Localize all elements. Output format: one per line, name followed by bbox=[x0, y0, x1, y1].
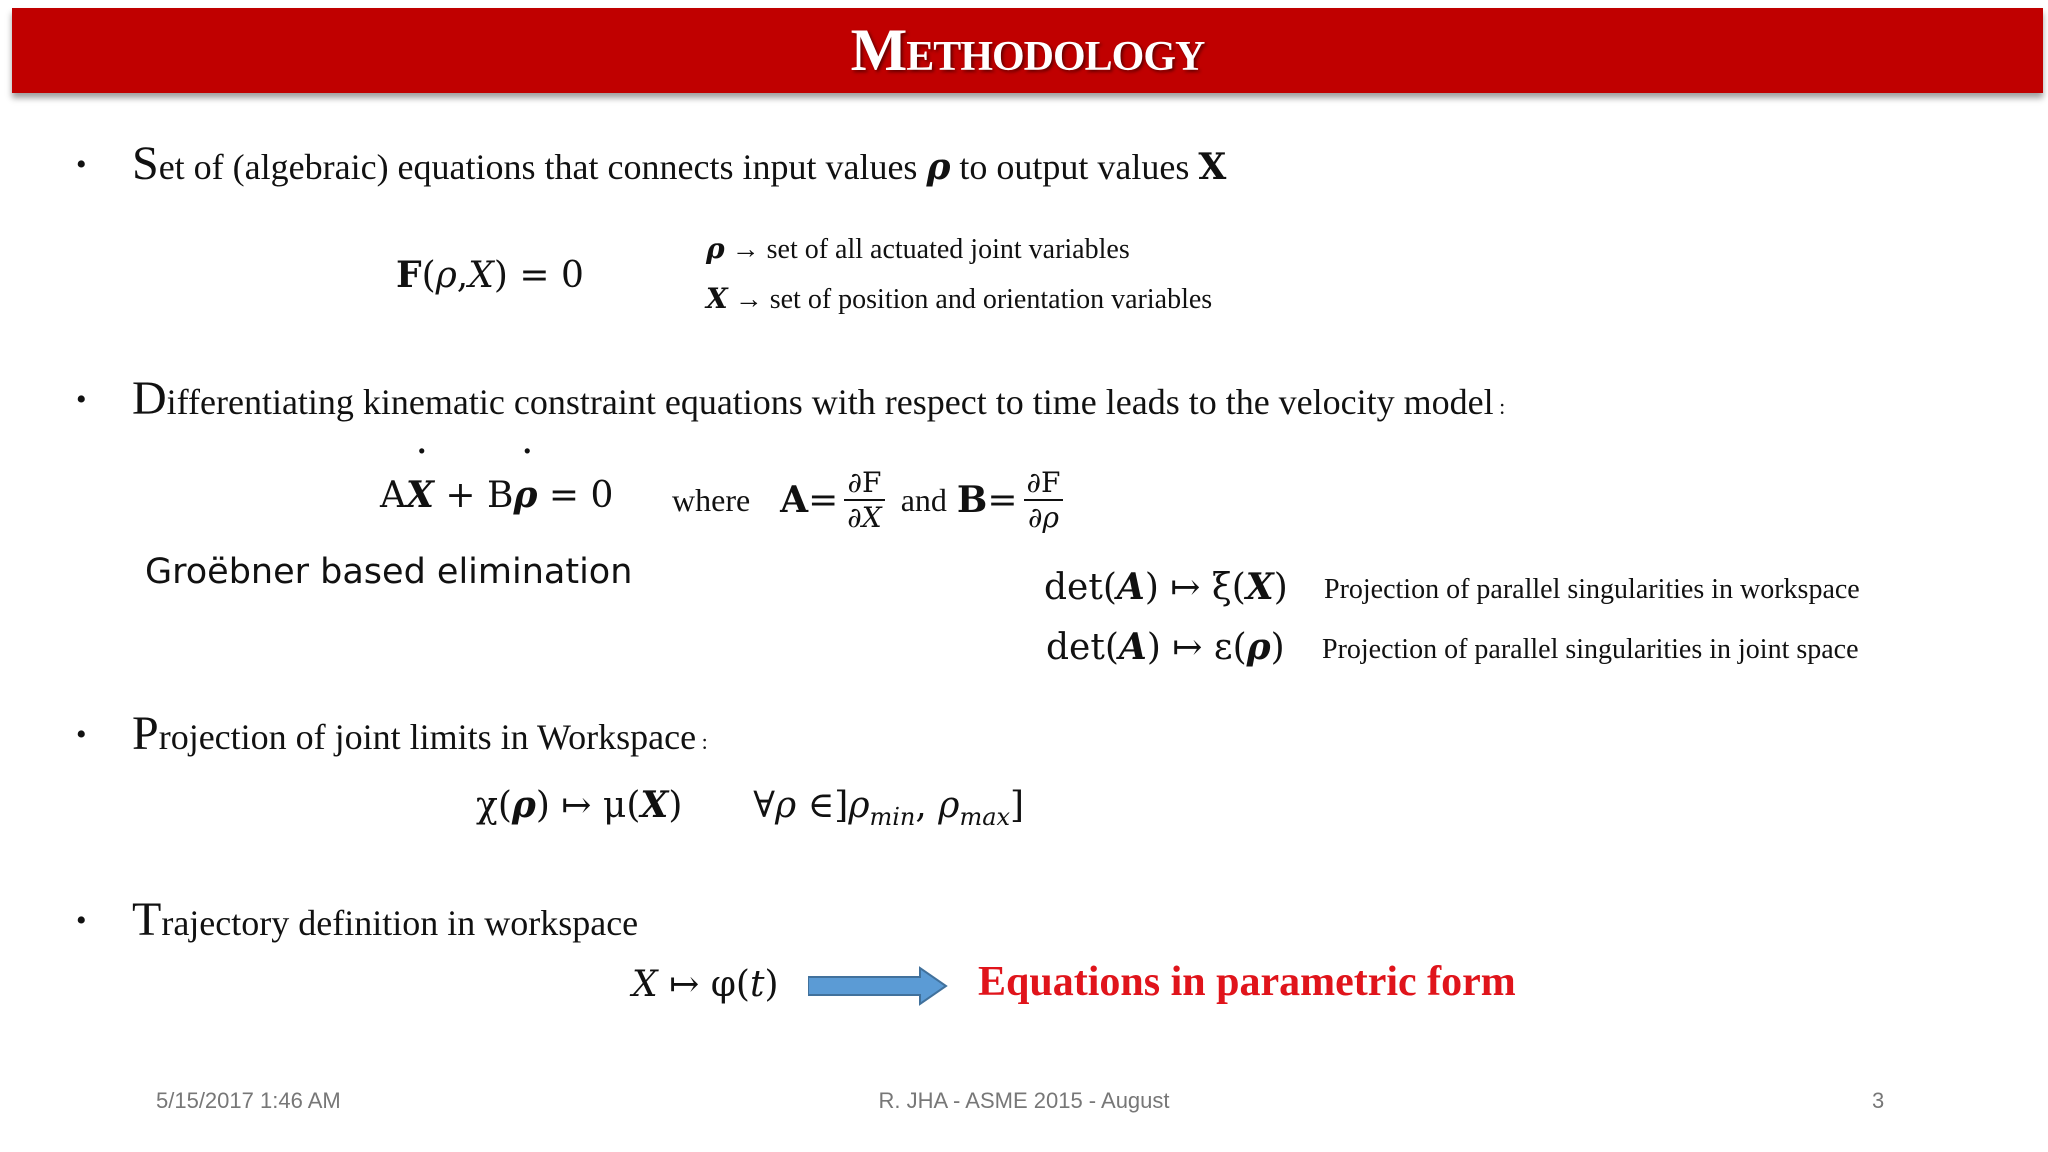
jl-rho2: ρ bbox=[775, 785, 797, 826]
projection-workspace-desc: Projection of parallel singularities in workspace bbox=[1324, 574, 1860, 605]
vel-B: B bbox=[487, 475, 514, 516]
jacobian-B: B bbox=[956, 479, 988, 521]
where-word: where bbox=[672, 481, 751, 518]
bullet-1-text bbox=[132, 136, 1226, 191]
bullet-1-body: et of (algebraic) equations that connects input values bbox=[158, 147, 918, 187]
def-x-text: set of position and orientation variables bbox=[769, 284, 1213, 315]
jacobian-B-equals: = bbox=[987, 479, 1018, 521]
bullet-4-cap: T bbox=[132, 893, 162, 946]
jl-close: ] bbox=[1010, 785, 1025, 826]
def-x-arrow: → bbox=[727, 284, 770, 315]
jl-in: ∈] bbox=[796, 785, 849, 826]
jl-X: X bbox=[640, 784, 669, 826]
eq1-X: X bbox=[468, 255, 494, 296]
traj-phi: φ( bbox=[710, 964, 750, 1005]
vel-A: A bbox=[380, 475, 406, 516]
jl-rho4: ρ bbox=[938, 785, 960, 826]
jl-c1: ) bbox=[535, 785, 550, 826]
trajectory-equation bbox=[632, 964, 778, 1005]
traj-close: ) bbox=[764, 964, 779, 1005]
bullet-4-text bbox=[132, 892, 638, 947]
proj2-fclose: ) bbox=[1270, 627, 1285, 668]
jl-rho: ρ bbox=[511, 784, 536, 826]
def-rho-text: set of all actuated joint variables bbox=[766, 234, 1130, 265]
jl-c2: ) bbox=[668, 785, 683, 826]
vel-rho-dot: ρ ˙ bbox=[513, 474, 537, 516]
def-x-symbol: X bbox=[706, 282, 728, 315]
bullet-2-tail: : bbox=[1493, 394, 1506, 419]
traj-t: t bbox=[749, 964, 765, 1005]
footer-date: 5/15/2017 1:46 AM bbox=[156, 1088, 341, 1113]
jl-min: min bbox=[869, 803, 916, 832]
constraint-equation bbox=[396, 254, 584, 296]
rho-symbol: ρ bbox=[926, 146, 951, 188]
proj1-fclose: ) bbox=[1273, 567, 1288, 608]
def-rho-symbol: ρ bbox=[706, 232, 725, 265]
def-rho-arrow: → bbox=[724, 234, 767, 265]
jl-mu: μ( bbox=[602, 785, 641, 826]
proj2-close: ) bbox=[1146, 627, 1161, 668]
proj2-arg: ρ bbox=[1246, 626, 1271, 668]
projection-jointspace-desc: Projection of parallel singularities in joint space bbox=[1322, 634, 1859, 665]
eq1-comma: , bbox=[456, 255, 469, 296]
bullet-3-text bbox=[132, 706, 708, 761]
definition-rho bbox=[706, 232, 1130, 266]
frac-a-den: ∂X bbox=[847, 501, 882, 534]
bullet-2-cap: D bbox=[132, 372, 167, 425]
bullet-3-body: rojection of joint limits in Workspace bbox=[158, 717, 697, 757]
parametric-form-result: Equations in parametric form bbox=[978, 959, 1516, 1005]
bullet-3-tail: : bbox=[696, 729, 708, 754]
frac-b-num: ∂F bbox=[1024, 466, 1064, 501]
eq1-F: F bbox=[396, 254, 422, 296]
proj1-A: A bbox=[1116, 566, 1145, 608]
proj2-A: A bbox=[1118, 626, 1147, 668]
jl-rho3: ρ bbox=[848, 785, 870, 826]
footer-center: R. JHA - ASME 2015 - August bbox=[878, 1088, 1170, 1113]
frac-b-den: ∂ρ bbox=[1027, 501, 1059, 534]
fraction-dF-dX bbox=[844, 466, 884, 534]
slide-title: Methodology bbox=[850, 17, 1205, 83]
eq1-close: ) = 0 bbox=[493, 255, 584, 296]
frac-a-num: ∂F bbox=[844, 466, 884, 501]
title-banner bbox=[12, 8, 2043, 93]
jacobian-A: A bbox=[780, 479, 809, 521]
eq1-open: ( bbox=[421, 255, 436, 296]
proj1-close: ) bbox=[1144, 567, 1159, 608]
projection-workspace-eq bbox=[1044, 566, 1288, 608]
bullet-3-cap: P bbox=[132, 707, 159, 760]
vel-x-dot: X ˙ bbox=[406, 474, 434, 516]
jl-chi: χ( bbox=[476, 785, 512, 826]
bullet-4-marker: • bbox=[76, 904, 87, 937]
projection-jointspace-eq bbox=[1046, 626, 1285, 668]
jl-maps: ↦ bbox=[549, 785, 603, 826]
proj1-maps: ↦ bbox=[1158, 567, 1212, 608]
bullet-1-marker: • bbox=[76, 148, 87, 181]
groebner-label: Groëbner based elimination bbox=[145, 552, 633, 592]
vel-eq: = 0 bbox=[537, 475, 614, 516]
right-arrow-icon bbox=[808, 966, 948, 1006]
traj-maps: ↦ bbox=[657, 964, 711, 1005]
fraction-dF-drho bbox=[1024, 466, 1064, 534]
proj2-maps: ↦ bbox=[1160, 627, 1214, 668]
jacobian-A-equals: = bbox=[808, 479, 839, 521]
bullet-1-body-2: to output values bbox=[959, 147, 1190, 187]
jacobian-definitions bbox=[672, 460, 1069, 540]
bullet-2-body: ifferentiating kinematic constraint equations with respect to time leads to the velocity model bbox=[166, 382, 1494, 422]
jl-max: max bbox=[959, 803, 1011, 832]
proj1-fn: ξ( bbox=[1211, 567, 1246, 608]
eq1-rho: ρ bbox=[435, 255, 457, 296]
vel-plus: + bbox=[433, 475, 487, 516]
proj1-arg: X bbox=[1245, 566, 1274, 608]
bullet-3-marker: • bbox=[76, 718, 87, 751]
jl-forall: ∀ bbox=[753, 785, 775, 826]
footer-page-number: 3 bbox=[1872, 1088, 1885, 1113]
proj2-fn: ε( bbox=[1213, 627, 1247, 668]
proj2-det: det( bbox=[1046, 627, 1119, 668]
bullet-2-text bbox=[132, 371, 1505, 426]
proj1-det: det( bbox=[1044, 567, 1117, 608]
jl-comma: , bbox=[915, 785, 939, 826]
velocity-model-equation bbox=[380, 474, 613, 516]
traj-X: X bbox=[632, 964, 658, 1005]
and-word: and bbox=[900, 481, 947, 518]
bullet-2-marker: • bbox=[76, 383, 87, 416]
definition-x bbox=[706, 282, 1212, 316]
bullet-4-body: rajectory definition in workspace bbox=[161, 903, 639, 943]
joint-limits-equation bbox=[476, 784, 1024, 831]
x-symbol: X bbox=[1198, 146, 1227, 188]
bullet-1-cap: S bbox=[132, 137, 159, 190]
